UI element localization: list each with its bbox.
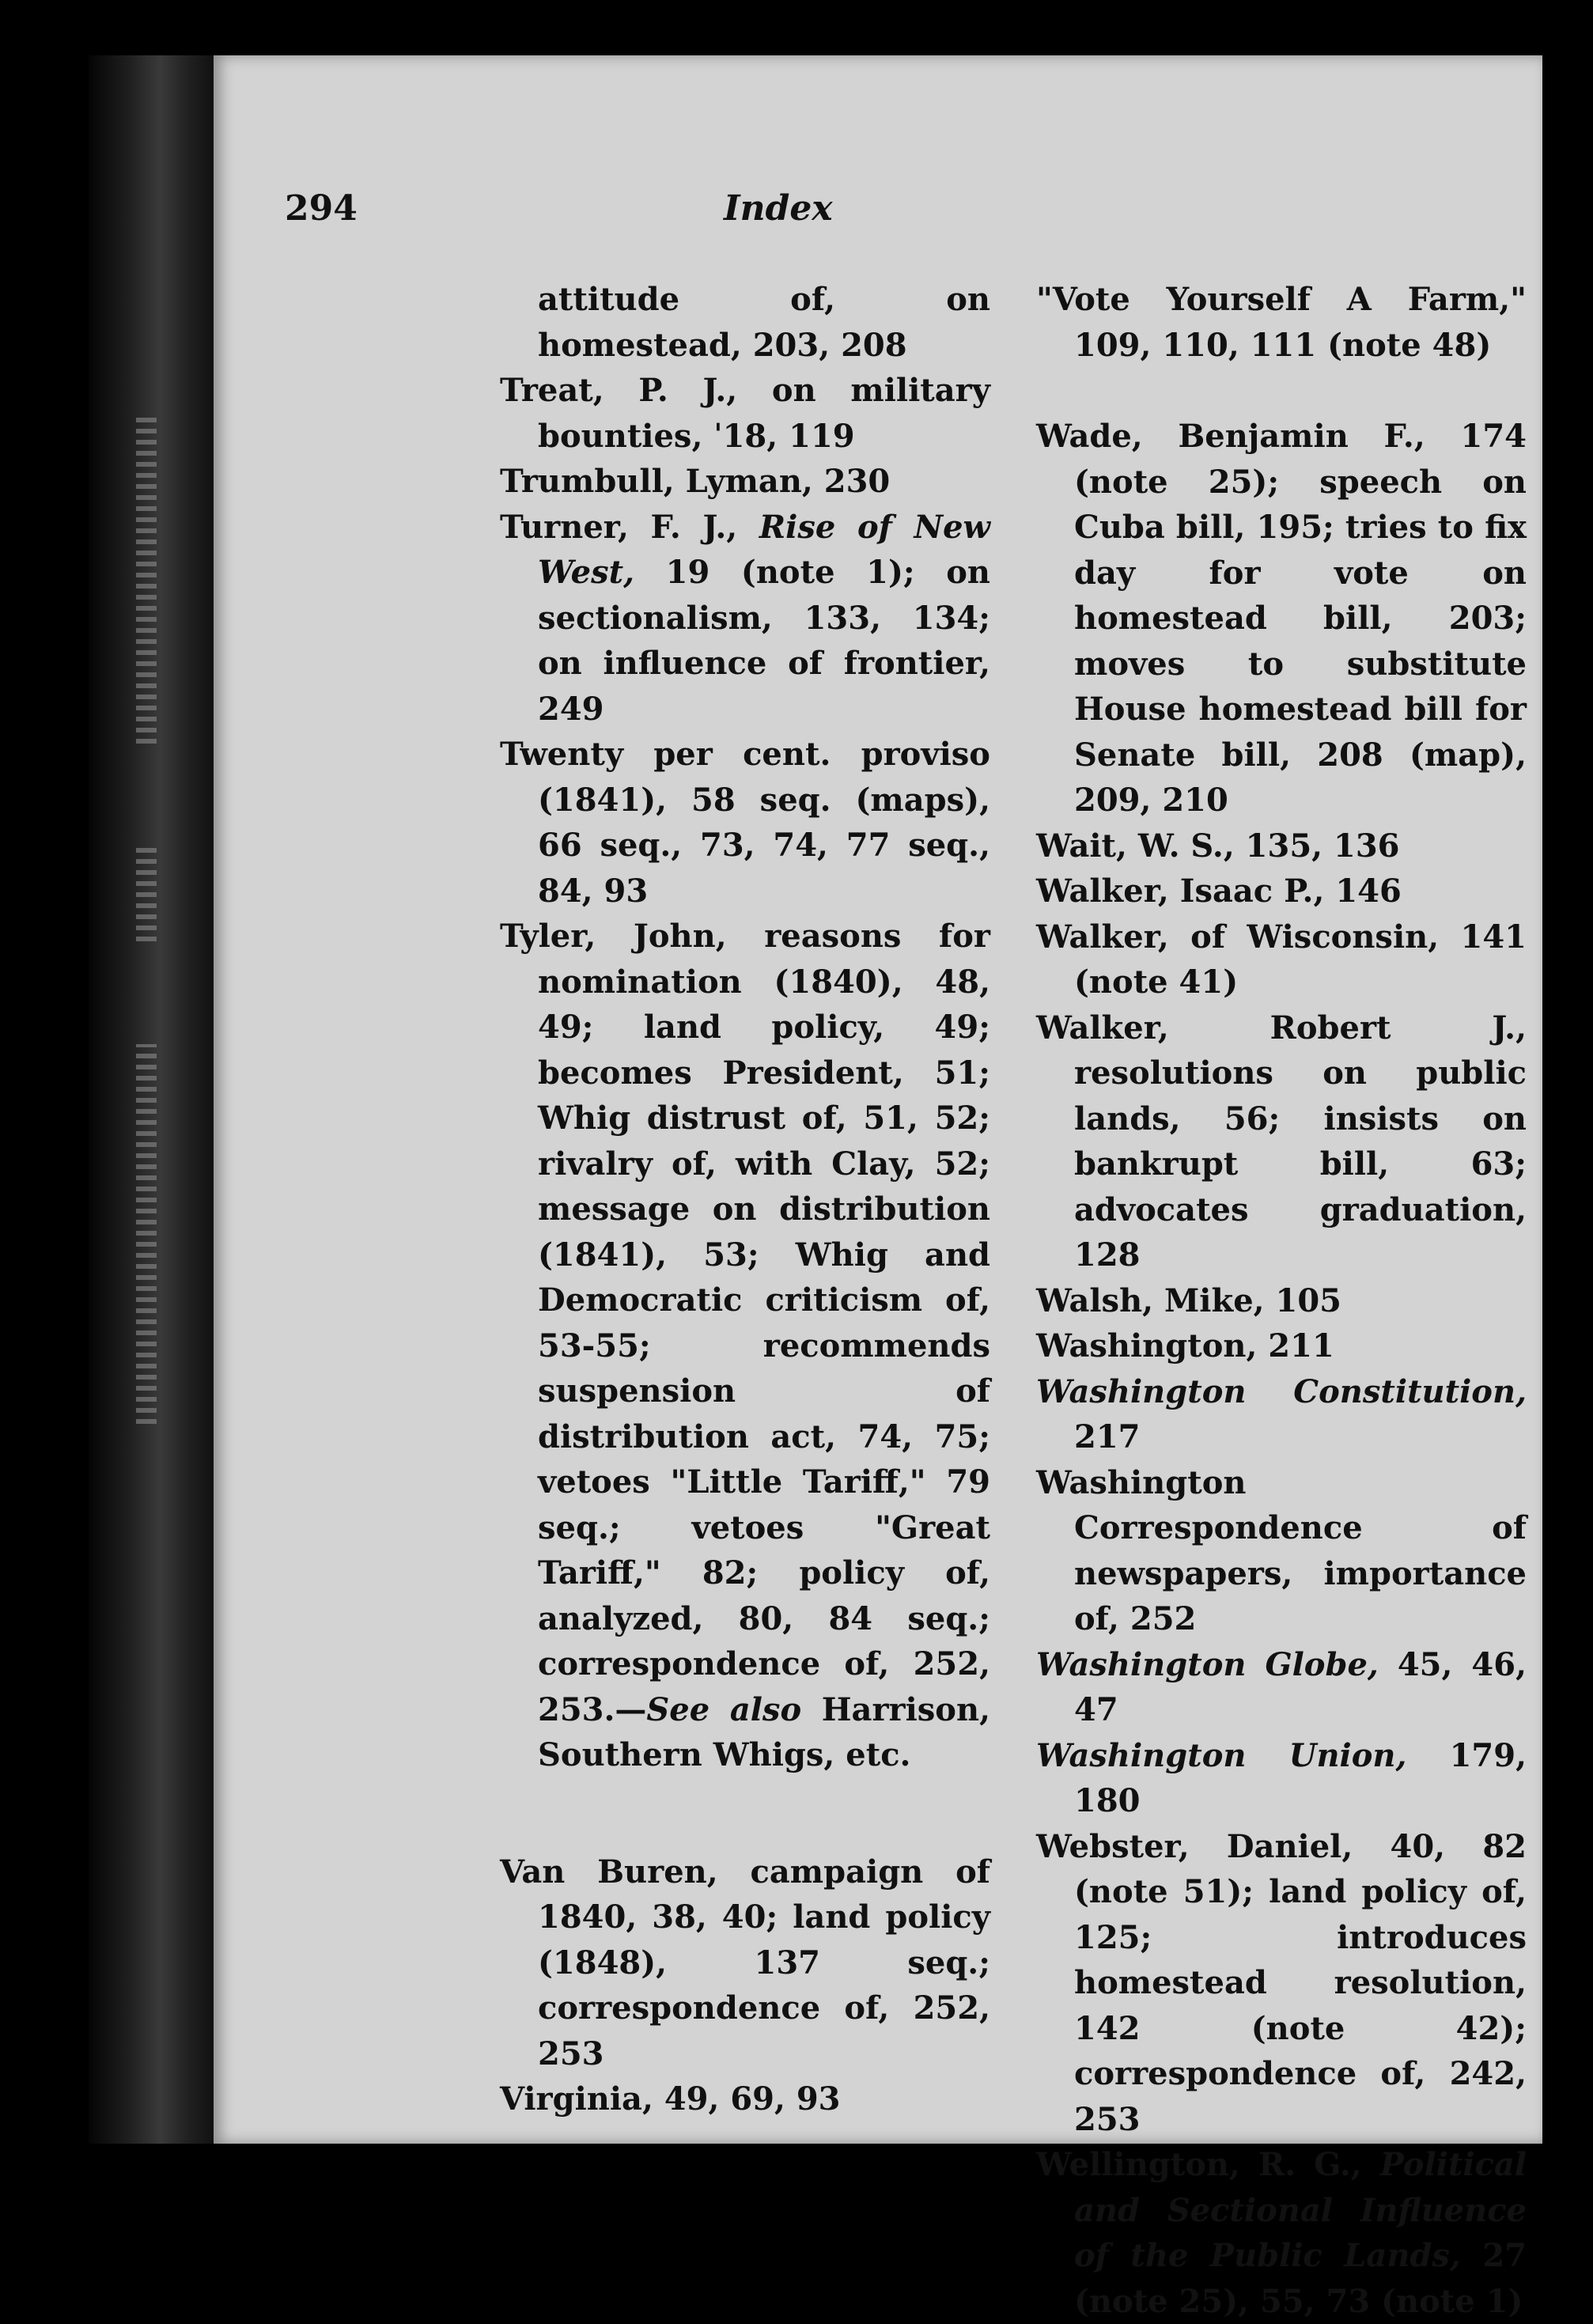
- entry-title-italic: Political and Sectional Influence of the Public Lands,: [1074, 2146, 1527, 2274]
- entry-title-italic: Washington Union,: [1036, 1736, 1407, 1774]
- entry-title-italic: Washington Globe,: [1036, 1645, 1379, 1683]
- entry-text: 19 (note 1); on sectionalism, 133, 134; on influence of frontier, 249: [538, 554, 990, 728]
- index-entry: [1036, 1642, 1527, 1733]
- index-entry: Twenty per cent. proviso (1841), 58 seq. (maps), 66 seq., 73, 74, 77 seq., 84, 93: [500, 736, 990, 910]
- index-entry: Walsh, Mike, 105: [1036, 1281, 1341, 1319]
- index-entry: Virginia, 49, 69, 93: [500, 2080, 841, 2118]
- spine-lettering: [136, 846, 157, 941]
- index-entry: Walker, Isaac P., 146: [1036, 872, 1402, 910]
- index-entry: Washington Correspondence of newspapers, importance of, 252: [1036, 1463, 1527, 1637]
- spine-lettering: [136, 411, 157, 744]
- section-gap: [500, 1778, 990, 1849]
- index-entry: Wait, W. S., 135, 136: [1036, 827, 1400, 865]
- index-entry: Webster, Daniel, 40, 82 (note 51); land policy of, 125; introduces homestead resolution, 142 (note 42); correspondence of, 242, 253: [1036, 1827, 1527, 2138]
- book-spine: [89, 55, 219, 2144]
- entry-title-italic: Washington Constitution,: [1036, 1372, 1527, 1410]
- spine-lettering: [136, 1044, 157, 1424]
- page-number: 294: [285, 188, 358, 229]
- entry-text: 179, 180: [1074, 1736, 1527, 1819]
- entry-text: 217: [1074, 1418, 1141, 1455]
- index-column-right: [1036, 277, 1527, 2324]
- index-entry: Van Buren, campaign of 1840, 38, 40; land policy (1848), 137 seq.; correspondence of, 252, 253: [500, 1853, 990, 2072]
- entry-text: Turner, F. J.,: [500, 508, 759, 546]
- entry-text: 45, 46, 47: [1074, 1645, 1527, 1728]
- entry-text: Harrison, Southern Whigs, etc.: [538, 1690, 990, 1773]
- index-entry: [500, 914, 990, 1778]
- entry-text: Tyler, John, reasons for nomination (1840), 48, 49; land policy, 49; becomes President, 51; Whig distrust of, 51, 52; rivalry of, with Clay, 52; message on distribution (1841), 53; Whig and Democratic criticism of, 53-55; recommends suspension of distribution act, 74, 75; vetoes "Little Tariff," 79 seq.; vetoes "Great Tariff," 82; policy of, analyzed, 80, 84 seq.; correspondence of, 252, 253.—: [500, 918, 990, 1728]
- index-entry: Washington, 211: [1036, 1327, 1334, 1364]
- index-entry: [1036, 2142, 1527, 2324]
- index-entry: Treat, P. J., on military bounties, ˈ18, 119: [500, 372, 990, 455]
- entry-crossref-italic: See also: [646, 1690, 802, 1728]
- index-entry: Walker, Robert J., resolutions on public lands, 56; insists on bankrupt bill, 63; advocates graduation, 128: [1036, 1009, 1527, 1274]
- section-gap: [1036, 368, 1527, 414]
- index-entry: Wade, Benjamin F., 174 (note 25); speech on Cuba bill, 195; tries to fix day for vote on homestead bill, 203; moves to substitute House homestead bill for Senate bill, 208 (map), 209, 210: [1036, 418, 1527, 819]
- entry-text: 27 (note 25), 55, 73 (note 1): [1074, 2237, 1527, 2320]
- index-entry: attitude of, on homestead, 203, 208: [538, 281, 990, 364]
- index-entry: [500, 505, 990, 732]
- index-entry: Trumbull, Lyman, 230: [500, 463, 891, 500]
- entry-text: Wellington, R. G.,: [1036, 2146, 1380, 2183]
- running-head: Index: [724, 188, 833, 229]
- index-column-left: [500, 277, 990, 2122]
- index-entry: [1036, 1733, 1527, 1824]
- page-header: [285, 188, 1202, 236]
- index-entry: "Vote Yourself A Farm," 109, 110, 111 (note 48): [1036, 281, 1527, 364]
- entry-title-italic: Rise of New West,: [538, 508, 990, 591]
- index-entry: Walker, of Wisconsin, 141 (note 41): [1036, 918, 1527, 1001]
- index-entry: [1036, 1369, 1527, 1460]
